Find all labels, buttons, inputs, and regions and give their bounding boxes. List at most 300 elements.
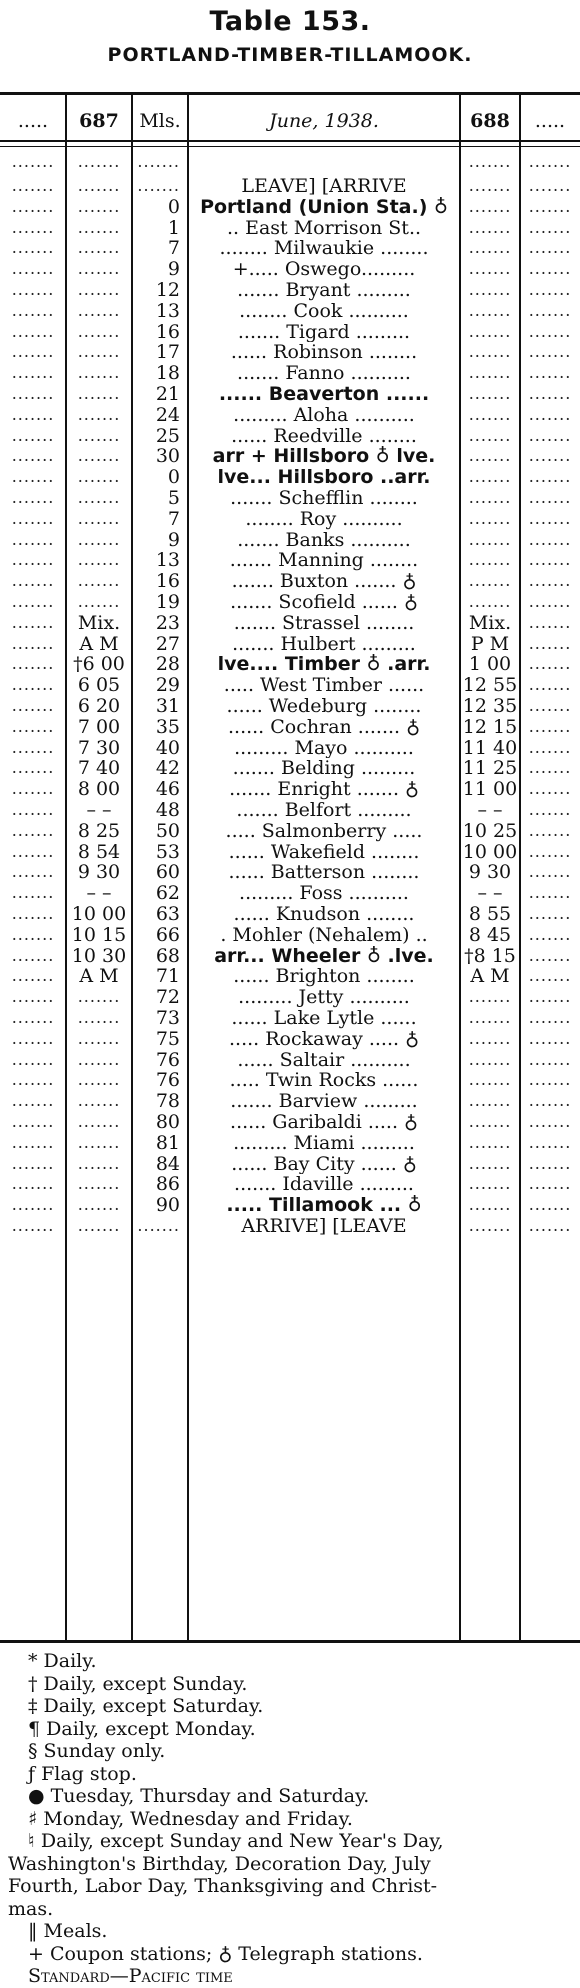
miles-value: 21 bbox=[155, 384, 180, 405]
train-687-time: ....... bbox=[77, 1112, 121, 1131]
train-687-time: 7 40 bbox=[77, 758, 121, 780]
table-row bbox=[0, 654, 580, 675]
train-687-time: ....... bbox=[77, 384, 121, 403]
train-687-time: ....... bbox=[77, 363, 121, 383]
train-687-time: ....... bbox=[77, 1028, 121, 1048]
station-name: ...... Cochran ....... ♁ bbox=[227, 716, 421, 738]
filler-dots: ....... bbox=[77, 152, 121, 171]
row-left-dots: ....... bbox=[11, 1174, 55, 1194]
station-name: ...... Robinson ........ bbox=[230, 342, 418, 364]
row-right-dots: ....... bbox=[528, 280, 572, 299]
train-688-time: ....... bbox=[468, 1174, 512, 1194]
train-688-time: ....... bbox=[468, 280, 512, 299]
row-left-dots: ....... bbox=[11, 363, 55, 383]
train-688-time: Mix. bbox=[468, 612, 512, 634]
row-left-dots: ....... bbox=[11, 238, 55, 258]
footnote-line: § Sunday only. bbox=[28, 1740, 166, 1762]
row-right-dots: ....... bbox=[528, 384, 572, 403]
table-row bbox=[0, 280, 580, 301]
miles-value: 48 bbox=[155, 800, 180, 821]
row-left-dots: ....... bbox=[11, 342, 55, 362]
train-688-time: ....... bbox=[468, 217, 512, 237]
train-687-time: 8 54 bbox=[77, 841, 121, 863]
train-688-time: ....... bbox=[468, 1008, 512, 1027]
table-row bbox=[0, 301, 580, 322]
train-687-time: 9 30 bbox=[77, 862, 121, 884]
table-row bbox=[0, 405, 580, 426]
station-name: ....... Idaville ......... bbox=[234, 1174, 414, 1196]
train-688-time: 10 00 bbox=[462, 841, 518, 863]
table-row bbox=[0, 1029, 580, 1050]
row-left-dots: ....... bbox=[11, 716, 55, 736]
row-right-dots: ....... bbox=[528, 779, 572, 799]
header-train-687: 687 bbox=[79, 110, 119, 132]
miles-value: 0 bbox=[167, 196, 180, 218]
train-687-time: ....... bbox=[77, 1174, 121, 1194]
miles-value: 30 bbox=[155, 446, 180, 468]
miles-value: ....... bbox=[137, 176, 180, 195]
table-row bbox=[0, 987, 580, 1008]
station-name: lve... Hillsboro ..arr. bbox=[217, 467, 431, 488]
footnote-line: ● Tuesday, Thursday and Saturday. bbox=[28, 1785, 370, 1807]
row-left-dots: ....... bbox=[11, 217, 55, 237]
train-687-time: 10 30 bbox=[71, 945, 127, 967]
filler-row bbox=[0, 150, 580, 175]
header-miles: Mls. bbox=[139, 110, 181, 132]
miles-value: 23 bbox=[155, 612, 180, 634]
row-right-dots: ....... bbox=[528, 571, 572, 591]
table-row bbox=[0, 1091, 580, 1112]
filler-dots: ....... bbox=[137, 152, 180, 171]
station-name: ..... West Timber ...... bbox=[223, 675, 425, 696]
train-687-time: ....... bbox=[77, 342, 121, 362]
train-687-time: †6 00 bbox=[73, 654, 125, 676]
train-687-time: ....... bbox=[77, 1091, 121, 1111]
row-left-dots: ....... bbox=[11, 300, 55, 320]
table-row bbox=[0, 1216, 580, 1237]
train-688-time: ....... bbox=[468, 550, 512, 570]
train-688-time: ....... bbox=[468, 1049, 512, 1069]
train-688-time: ....... bbox=[468, 529, 512, 549]
table-row bbox=[0, 675, 580, 696]
station-name: ...... Knudson ........ bbox=[233, 904, 415, 925]
train-687-time: ....... bbox=[77, 488, 121, 507]
row-left-dots: ....... bbox=[11, 404, 55, 424]
station-name: ....... Manning ........ bbox=[229, 550, 419, 572]
miles-value: 63 bbox=[155, 904, 180, 925]
train-688-time: – – bbox=[477, 883, 503, 904]
row-right-dots: ....... bbox=[528, 987, 572, 1007]
row-left-dots: ....... bbox=[11, 945, 55, 965]
miles-value: 16 bbox=[155, 571, 180, 592]
train-687-time: ....... bbox=[77, 425, 121, 445]
table-row bbox=[0, 592, 580, 613]
station-name: arr... Wheeler ♁ .lve. bbox=[214, 945, 434, 967]
station-name: ....... Belfort ......... bbox=[236, 800, 412, 821]
row-left-dots: ....... bbox=[11, 425, 55, 445]
train-688-time: – – bbox=[477, 800, 503, 821]
row-right-dots: ....... bbox=[528, 1112, 572, 1131]
train-687-time: ....... bbox=[77, 550, 121, 570]
train-687-time: ....... bbox=[77, 196, 121, 216]
train-687-time: 6 20 bbox=[77, 696, 121, 717]
table-row bbox=[0, 384, 580, 405]
row-right-dots: ....... bbox=[528, 321, 572, 341]
table-row bbox=[0, 446, 580, 467]
table-row bbox=[0, 1008, 580, 1029]
row-right-dots: ....... bbox=[528, 654, 572, 674]
row-left-dots: ....... bbox=[11, 1112, 55, 1131]
row-left-dots: ....... bbox=[11, 737, 55, 757]
row-right-dots: ....... bbox=[528, 1195, 572, 1215]
table-row bbox=[0, 613, 580, 634]
train-687-time: 8 25 bbox=[77, 820, 121, 842]
station-name: ..... Salmonberry ..... bbox=[225, 820, 423, 842]
station-name: ....... Barview ......... bbox=[230, 1091, 418, 1112]
train-688-time: 11 00 bbox=[462, 779, 518, 800]
train-688-time: ....... bbox=[468, 467, 512, 487]
table-row bbox=[0, 322, 580, 343]
row-left-dots: ....... bbox=[11, 550, 55, 570]
train-687-time: A M bbox=[79, 633, 119, 655]
miles-value: 0 bbox=[167, 467, 180, 488]
table-row bbox=[0, 218, 580, 239]
station-name: ARRIVE] [LEAVE bbox=[241, 1216, 407, 1237]
row-right-dots: ....... bbox=[528, 633, 572, 653]
miles-value: 73 bbox=[155, 1008, 180, 1029]
train-688-time: ....... bbox=[468, 571, 512, 591]
miles-value: 12 bbox=[155, 280, 180, 301]
station-name: ....... Schefflin ........ bbox=[230, 488, 418, 509]
train-688-time: A M bbox=[470, 966, 510, 988]
row-right-dots: ....... bbox=[528, 675, 572, 695]
train-687-time: ....... bbox=[77, 280, 121, 299]
train-688-time: ....... bbox=[468, 1028, 512, 1048]
miles-value: ....... bbox=[137, 1216, 180, 1235]
station-name: ........ Milwaukie ........ bbox=[219, 238, 429, 260]
row-left-dots: ....... bbox=[11, 1153, 55, 1173]
miles-value: 18 bbox=[155, 363, 180, 384]
table-row bbox=[0, 946, 580, 967]
row-right-dots: ....... bbox=[528, 737, 572, 757]
filler-dots: ....... bbox=[468, 152, 512, 171]
row-left-dots: ....... bbox=[11, 1028, 55, 1048]
table-row bbox=[0, 925, 580, 946]
miles-value: 7 bbox=[167, 508, 180, 530]
train-687-time: 7 30 bbox=[77, 737, 121, 759]
train-688-time: ....... bbox=[468, 259, 512, 279]
station-name: ....... Fanno .......... bbox=[237, 363, 411, 384]
station-name: ...... Lake Lytle ...... bbox=[231, 1008, 417, 1029]
row-right-dots: ....... bbox=[528, 592, 572, 611]
train-687-time: ....... bbox=[77, 404, 121, 424]
table-row bbox=[0, 550, 580, 571]
train-687-time: ....... bbox=[77, 300, 121, 320]
row-left-dots: ....... bbox=[11, 1195, 55, 1215]
row-right-dots: ....... bbox=[528, 238, 572, 258]
table-row bbox=[0, 1070, 580, 1091]
train-688-time: ....... bbox=[468, 1132, 512, 1152]
row-right-dots: ....... bbox=[528, 1008, 572, 1027]
train-687-time: 10 00 bbox=[71, 904, 127, 925]
station-name: ..... Tillamook ... ♁ bbox=[226, 1195, 422, 1216]
miles-value: 13 bbox=[155, 300, 180, 322]
train-687-time: A M bbox=[79, 966, 119, 988]
station-name: LEAVE] [ARRIVE bbox=[241, 176, 407, 197]
train-687-time: ....... bbox=[77, 238, 121, 258]
route-title: PORTLAND-TIMBER-TILLAMOOK. bbox=[107, 44, 473, 66]
train-687-time: ....... bbox=[77, 321, 121, 341]
row-right-dots: ....... bbox=[528, 904, 572, 923]
row-left-dots: ....... bbox=[11, 924, 55, 944]
train-688-time: ....... bbox=[468, 384, 512, 403]
table-row bbox=[0, 821, 580, 842]
table-row bbox=[0, 758, 580, 779]
row-right-dots: ....... bbox=[528, 342, 572, 362]
train-688-time: 12 55 bbox=[462, 675, 518, 696]
train-688-time: ....... bbox=[468, 1070, 512, 1090]
row-left-dots: ....... bbox=[11, 467, 55, 487]
train-687-time: 8 00 bbox=[77, 779, 121, 800]
station-name: ......... Mayo .......... bbox=[234, 737, 414, 759]
row-right-dots: ....... bbox=[528, 862, 572, 882]
filler-dots: ....... bbox=[528, 152, 572, 171]
footnote-line: mas. bbox=[8, 1897, 54, 1920]
row-left-dots: ....... bbox=[11, 1049, 55, 1069]
train-687-time: 6 05 bbox=[77, 675, 121, 696]
table-row bbox=[0, 904, 580, 925]
table-number: Table 153. bbox=[209, 6, 371, 37]
train-687-time: ....... bbox=[77, 1070, 121, 1090]
miles-value: 42 bbox=[155, 758, 180, 780]
station-name: ....... Buxton ....... ♁ bbox=[231, 571, 417, 592]
footnote-line: Standard—Pacific time bbox=[28, 1965, 233, 1987]
table-row bbox=[0, 426, 580, 447]
header-bottom-rule-2 bbox=[0, 146, 580, 147]
train-687-time: 10 15 bbox=[71, 924, 127, 946]
row-left-dots: ....... bbox=[11, 259, 55, 279]
miles-value: 84 bbox=[155, 1153, 180, 1175]
train-688-time: ....... bbox=[468, 321, 512, 341]
miles-value: 68 bbox=[155, 945, 180, 967]
train-687-time: ....... bbox=[77, 592, 121, 611]
miles-value: 62 bbox=[155, 883, 180, 904]
train-688-time: †8 15 bbox=[464, 945, 516, 967]
row-right-dots: ....... bbox=[528, 217, 572, 237]
train-688-time: ....... bbox=[468, 1112, 512, 1131]
row-left-dots: ....... bbox=[11, 966, 55, 986]
table-row bbox=[0, 800, 580, 821]
row-right-dots: ....... bbox=[528, 612, 572, 632]
row-left-dots: ....... bbox=[11, 904, 55, 923]
row-left-dots: ....... bbox=[11, 571, 55, 591]
station-name: ...... Beaverton ...... bbox=[218, 384, 430, 405]
row-left-dots: ....... bbox=[11, 800, 55, 819]
table-row bbox=[0, 1174, 580, 1195]
train-687-time: ....... bbox=[77, 1195, 121, 1215]
miles-value: 5 bbox=[167, 488, 180, 509]
train-688-time: ....... bbox=[468, 446, 512, 466]
train-687-time: ....... bbox=[77, 1008, 121, 1027]
row-right-dots: ....... bbox=[528, 529, 572, 549]
station-name: +..... Oswego......... bbox=[232, 259, 416, 280]
train-688-time: ....... bbox=[468, 425, 512, 445]
train-688-time: ....... bbox=[468, 176, 512, 195]
station-name: ....... Bryant ......... bbox=[237, 280, 411, 301]
train-688-time: ....... bbox=[468, 1091, 512, 1111]
table-row bbox=[0, 363, 580, 384]
row-left-dots: ....... bbox=[11, 488, 55, 507]
row-right-dots: ....... bbox=[528, 1049, 572, 1069]
row-left-dots: ....... bbox=[11, 987, 55, 1007]
station-name: ...... Bay City ...... ♁ bbox=[231, 1153, 417, 1175]
miles-value: 7 bbox=[167, 238, 180, 260]
footnote-line: Fourth, Labor Day, Thanksgiving and Christ- bbox=[8, 1875, 438, 1897]
row-right-dots: ....... bbox=[528, 176, 572, 195]
miles-value: 76 bbox=[155, 1049, 180, 1071]
header-right-dots: ..... bbox=[534, 110, 566, 132]
station-name: ...... Batterson ........ bbox=[228, 862, 420, 884]
table-row bbox=[0, 488, 580, 509]
train-688-time: 12 15 bbox=[462, 716, 518, 738]
row-left-dots: ....... bbox=[11, 758, 55, 778]
station-name: ....... Scofield ...... ♁ bbox=[230, 592, 418, 613]
train-688-time: 8 45 bbox=[468, 924, 512, 946]
miles-value: 17 bbox=[155, 342, 180, 364]
table-row bbox=[0, 779, 580, 800]
station-name: ......... Aloha .......... bbox=[233, 404, 415, 426]
table-row bbox=[0, 1195, 580, 1216]
row-right-dots: ....... bbox=[528, 446, 572, 466]
train-688-time: 10 25 bbox=[462, 820, 518, 842]
row-right-dots: ....... bbox=[528, 363, 572, 383]
table-row bbox=[0, 238, 580, 259]
table-row bbox=[0, 197, 580, 218]
station-name: ....... Enright ....... ♁ bbox=[229, 779, 419, 800]
train-688-time: 11 40 bbox=[462, 737, 518, 759]
station-name: ...... Wedeburg ........ bbox=[226, 696, 422, 717]
table-row bbox=[0, 571, 580, 592]
table-row bbox=[0, 467, 580, 488]
row-left-dots: ....... bbox=[11, 1070, 55, 1090]
row-right-dots: ....... bbox=[528, 924, 572, 944]
row-right-dots: ....... bbox=[528, 966, 572, 986]
row-left-dots: ....... bbox=[11, 675, 55, 695]
miles-value: 25 bbox=[155, 425, 180, 447]
row-right-dots: ....... bbox=[528, 696, 572, 715]
station-name: ........ Cook .......... bbox=[239, 300, 409, 322]
row-left-dots: ....... bbox=[11, 841, 55, 861]
table-row bbox=[0, 1050, 580, 1071]
station-name: ..... Rockaway ..... ♁ bbox=[229, 1028, 419, 1050]
train-688-time: 9 30 bbox=[468, 862, 512, 884]
row-left-dots: ....... bbox=[11, 592, 55, 611]
miles-value: 53 bbox=[155, 841, 180, 863]
row-right-dots: ....... bbox=[528, 467, 572, 487]
train-687-time: ....... bbox=[77, 176, 121, 195]
train-687-time: – – bbox=[86, 800, 112, 821]
table-row bbox=[0, 634, 580, 655]
row-left-dots: ....... bbox=[11, 1091, 55, 1111]
table-bottom-rule bbox=[0, 1640, 580, 1643]
station-name: ......... Miami ......... bbox=[233, 1132, 415, 1154]
row-left-dots: ....... bbox=[11, 176, 55, 195]
table-row bbox=[0, 696, 580, 717]
row-left-dots: ....... bbox=[11, 696, 55, 715]
header-month: June, 1938. bbox=[269, 110, 379, 132]
train-688-time: ....... bbox=[468, 1153, 512, 1173]
train-687-time: 7 00 bbox=[77, 716, 121, 738]
miles-value: 9 bbox=[167, 259, 180, 280]
station-name: ....... Tigard ......... bbox=[237, 321, 411, 343]
table-row bbox=[0, 509, 580, 530]
row-left-dots: ....... bbox=[11, 820, 55, 840]
miles-value: 78 bbox=[155, 1091, 180, 1112]
row-right-dots: ....... bbox=[528, 945, 572, 965]
miles-value: 19 bbox=[155, 592, 180, 613]
row-left-dots: ....... bbox=[11, 529, 55, 549]
station-name: ........ Roy .......... bbox=[245, 508, 403, 530]
train-688-time: ....... bbox=[468, 1195, 512, 1215]
miles-value: 46 bbox=[155, 779, 180, 800]
miles-value: 27 bbox=[155, 633, 180, 655]
train-688-time: ....... bbox=[468, 592, 512, 611]
station-name: ....... Strassel ........ bbox=[233, 612, 415, 634]
miles-value: 81 bbox=[155, 1132, 180, 1154]
row-right-dots: ....... bbox=[528, 841, 572, 861]
train-687-time: ....... bbox=[77, 217, 121, 237]
row-left-dots: ....... bbox=[11, 1216, 55, 1235]
train-688-time: P M bbox=[470, 633, 510, 655]
row-left-dots: ....... bbox=[11, 384, 55, 403]
table-row bbox=[0, 176, 580, 197]
row-right-dots: ....... bbox=[528, 1091, 572, 1111]
row-right-dots: ....... bbox=[528, 1153, 572, 1173]
train-687-time: ....... bbox=[77, 529, 121, 549]
miles-value: 31 bbox=[155, 696, 180, 717]
row-left-dots: ....... bbox=[11, 862, 55, 882]
footnote-line: ƒ Flag stop. bbox=[28, 1762, 137, 1785]
row-right-dots: ....... bbox=[528, 1028, 572, 1048]
footnote-line: ¶ Daily, except Monday. bbox=[28, 1717, 256, 1740]
table-row bbox=[0, 1112, 580, 1133]
train-687-time: Mix. bbox=[77, 612, 121, 634]
footnote-line: * Daily. bbox=[28, 1650, 97, 1672]
station-name: ...... Wakefield ........ bbox=[228, 841, 420, 863]
station-name: ...... Brighton ........ bbox=[233, 966, 415, 988]
train-688-time: 8 55 bbox=[468, 904, 512, 925]
row-right-dots: ....... bbox=[528, 800, 572, 819]
miles-value: 40 bbox=[155, 737, 180, 759]
train-687-time: ....... bbox=[77, 508, 121, 528]
table-row bbox=[0, 717, 580, 738]
miles-value: 28 bbox=[155, 654, 180, 676]
station-name: ..... Twin Rocks ...... bbox=[229, 1070, 419, 1092]
train-688-time: ....... bbox=[468, 342, 512, 362]
station-name: ......... Foss .......... bbox=[239, 883, 409, 904]
train-688-time: 11 25 bbox=[462, 758, 518, 780]
row-left-dots: ....... bbox=[11, 779, 55, 799]
miles-value: 24 bbox=[155, 404, 180, 426]
miles-value: 90 bbox=[155, 1195, 180, 1216]
row-left-dots: ....... bbox=[11, 196, 55, 216]
filler-dots: ....... bbox=[11, 152, 55, 171]
station-name: ....... Hulbert ......... bbox=[232, 633, 416, 655]
train-688-time: ....... bbox=[468, 508, 512, 528]
table-row bbox=[0, 342, 580, 363]
train-688-time: ....... bbox=[468, 300, 512, 320]
row-left-dots: ....... bbox=[11, 654, 55, 674]
